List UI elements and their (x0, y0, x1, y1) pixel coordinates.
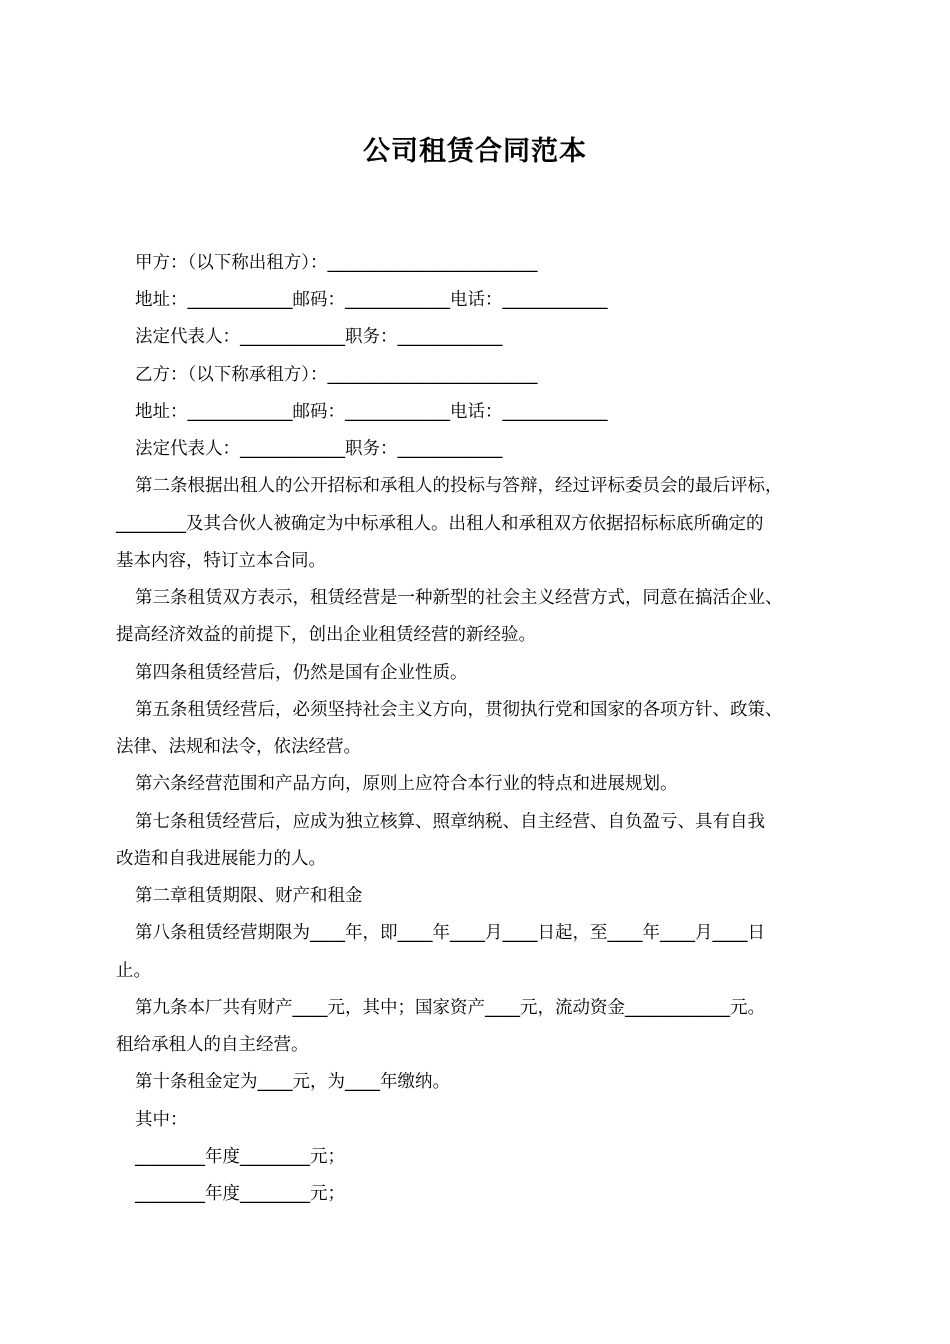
chapter-2-heading: 第二章租赁期限、财产和租金 (135, 886, 363, 906)
article-2-line-2: ________及其合伙人被确定为中标承租人。出租人和承租双方依据招标标底所确定的 (116, 514, 764, 534)
article-9-line-2: 租给承租人的自主经营。 (116, 1035, 309, 1055)
article-6-line: 第六条经营范围和产品方向，原则上应符合本行业的特点和进展规划。 (135, 774, 678, 794)
article-10-line: 第十条租金定为____元，为____年缴纳。 (135, 1072, 450, 1092)
article-2-line-1: 第二条根据出租人的公开招标和承租人的投标与答辩，经过评标委员会的最后评标， (135, 476, 783, 496)
article-3-line-2: 提高经济效益的前提下，创出企业租赁经营的新经验。 (116, 625, 536, 645)
party-b-line: 乙方：（以下称承租方）：________________________ (135, 365, 538, 385)
article-7-line-1: 第七条租赁经营后，应成为独立核算、照章纳税、自主经营、自负盈亏、具有自我 (135, 812, 765, 832)
party-a-line: 甲方：（以下称出租方）：________________________ (135, 253, 538, 273)
party-a-address-line: 地址：____________邮码：____________电话：____________ (135, 290, 608, 310)
article-9-line-1: 第九条本厂共有财产____元，其中；国家资产____元，流动资金____________元。 (135, 998, 765, 1018)
document-title: 公司租赁合同范本 (363, 136, 587, 167)
article-8-line-2: 止。 (116, 961, 151, 981)
article-4-line: 第四条租赁经营后，仍然是国有企业性质。 (135, 663, 468, 683)
among-which-line: 其中： (135, 1110, 188, 1130)
party-a-representative-line: 法定代表人：____________职务：____________ (135, 327, 503, 347)
article-2-line-3: 基本内容，特订立本合同。 (116, 551, 326, 571)
party-b-representative-line: 法定代表人：____________职务：____________ (135, 439, 503, 459)
yearly-rent-line-1: ________年度________元； (135, 1147, 345, 1167)
article-3-line-1: 第三条租赁双方表示，租赁经营是一种新型的社会主义经营方式，同意在搞活企业、 (135, 588, 783, 608)
article-7-line-2: 改造和自我进展能力的人。 (116, 849, 326, 869)
article-8-line-1: 第八条租赁经营期限为____年，即____年____月____日起，至____年____月____日 (135, 923, 765, 943)
party-b-address-line: 地址：____________邮码：____________电话：____________ (135, 402, 608, 422)
article-5-line-2: 法律、法规和法令，依法经营。 (116, 737, 361, 757)
article-5-line-1: 第五条租赁经营后，必须坚持社会主义方向，贯彻执行党和国家的各项方针、政策、 (135, 700, 783, 720)
yearly-rent-line-2: ________年度________元； (135, 1184, 345, 1204)
